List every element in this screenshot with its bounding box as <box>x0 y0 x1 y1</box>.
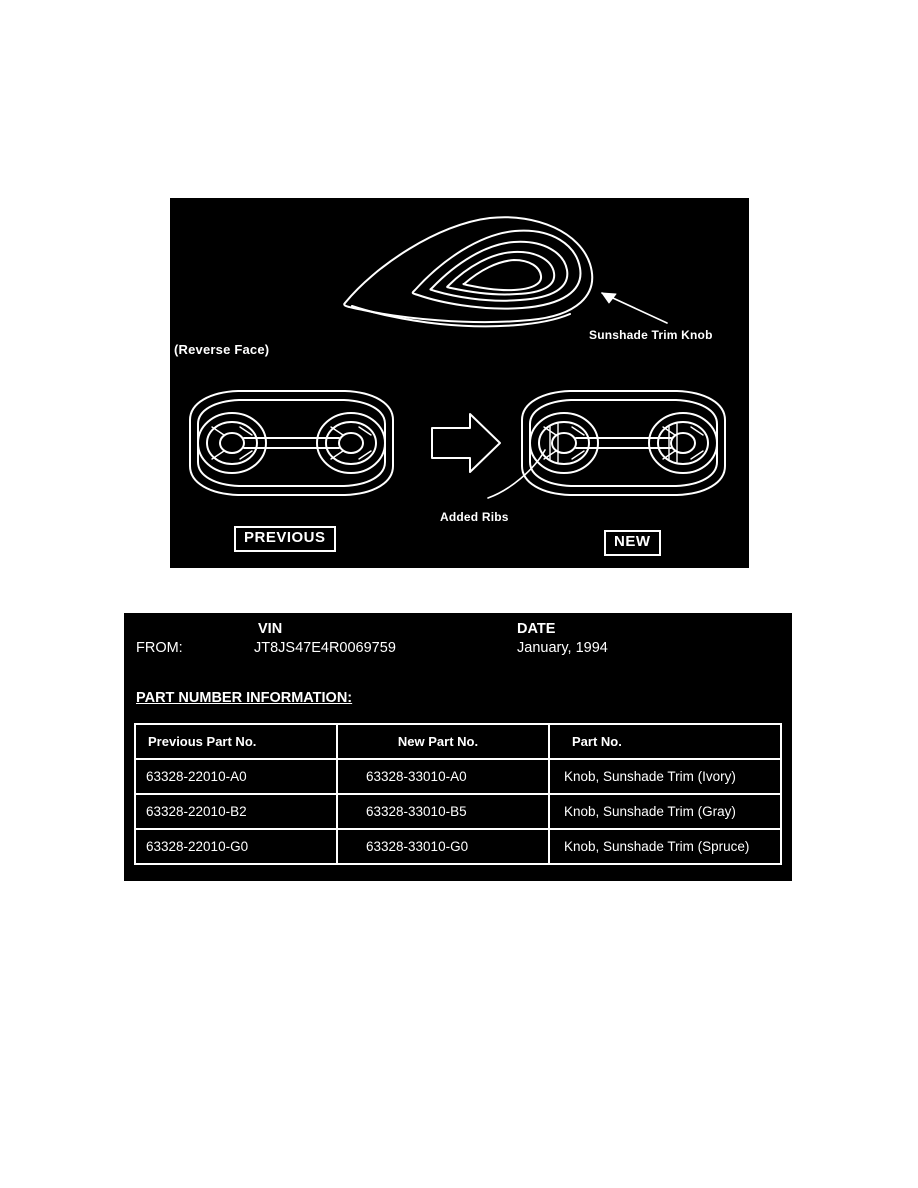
transition-arrow <box>432 414 500 472</box>
date-value: January, 1994 <box>517 640 608 656</box>
date-label: DATE <box>517 621 556 637</box>
cell-part-description: Knob, Sunshade Trim (Gray) <box>549 794 781 829</box>
table-row <box>135 794 781 829</box>
from-label: FROM: <box>136 640 183 656</box>
cell-new-part-no: 63328-33010-A0 <box>337 759 549 794</box>
cell-previous-part-no: 63328-22010-G0 <box>135 829 337 864</box>
new-part-drawing <box>488 391 725 498</box>
table-row <box>135 829 781 864</box>
cell-previous-part-no: 63328-22010-B2 <box>135 794 337 829</box>
previous-part-drawing <box>190 391 393 495</box>
new-state-badge: NEW <box>604 530 661 556</box>
column-header-part-no: Part No. <box>549 724 781 759</box>
cell-new-part-no: 63328-33010-B5 <box>337 794 549 829</box>
illustration-panel <box>170 198 749 568</box>
vin-value: JT8JS47E4R0069759 <box>254 640 396 656</box>
cell-part-description: Knob, Sunshade Trim (Ivory) <box>549 759 781 794</box>
cell-new-part-no: 63328-33010-G0 <box>337 829 549 864</box>
cell-previous-part-no: 63328-22010-A0 <box>135 759 337 794</box>
part-number-information-title: PART NUMBER INFORMATION: <box>136 690 353 706</box>
table-header-row <box>135 724 781 759</box>
table-row <box>135 759 781 794</box>
knob-perspective-drawing <box>344 217 667 326</box>
reverse-face-label: (Reverse Face) <box>174 342 270 357</box>
vin-label: VIN <box>258 621 283 637</box>
sunshade-trim-knob-label: Sunshade Trim Knob <box>589 328 713 342</box>
part-information-panel <box>124 613 792 881</box>
column-header-previous-part-no: Previous Part No. <box>135 724 337 759</box>
parts-table <box>134 723 782 865</box>
column-header-new-part-no: New Part No. <box>337 724 549 759</box>
cell-part-description: Knob, Sunshade Trim (Spruce) <box>549 829 781 864</box>
previous-state-badge: PREVIOUS <box>234 526 336 552</box>
added-ribs-label: Added Ribs <box>440 510 509 524</box>
